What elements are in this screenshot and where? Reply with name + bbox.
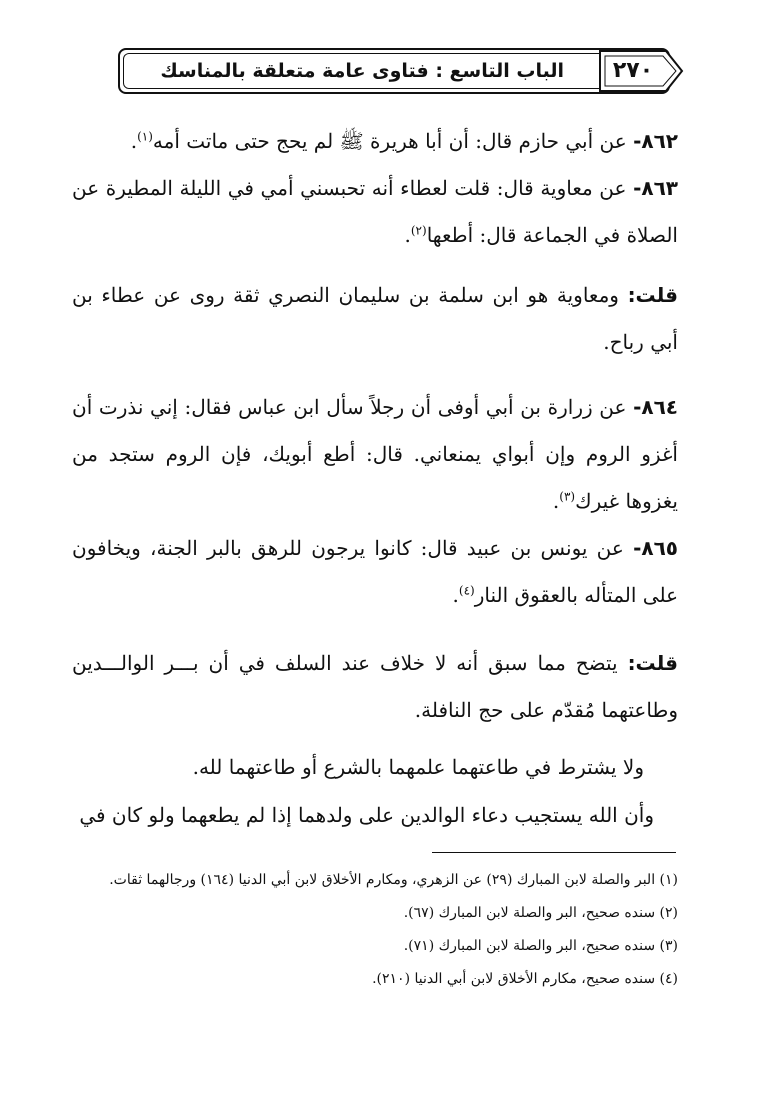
body-text-4 bbox=[72, 640, 678, 734]
footnote-ref: (٤) bbox=[458, 583, 475, 598]
page-number: ٢٧٠ bbox=[612, 58, 654, 83]
period: . bbox=[552, 489, 560, 513]
comment-paragraph bbox=[72, 272, 678, 366]
hadith-number: ٨٦٥- bbox=[633, 536, 679, 560]
footnote-divider bbox=[432, 852, 676, 853]
body-text bbox=[72, 118, 678, 259]
period: . bbox=[452, 583, 459, 607]
continuation-paragraph: وأن الله يستجيب دعاء الوالدين على ولدهما إذا لم يطعهما ولو كان في bbox=[79, 803, 654, 827]
footnote-2: (٢) سنده صحيح، البر والصلة لابن المبارك (٦٧). bbox=[403, 905, 678, 921]
hadith-865 bbox=[72, 525, 678, 619]
body-text-5 bbox=[72, 744, 678, 791]
comment-lead: قلت: bbox=[627, 651, 678, 675]
comment-text: ومعاوية هو ابن سلمة بن سليمان النصري ثقة روى عن عطاء بن أبي رباح. bbox=[72, 283, 678, 354]
body-text-2 bbox=[72, 272, 678, 366]
conclusion-paragraph bbox=[72, 640, 678, 734]
chapter-title: الباب التاسع : فتاوى عامة متعلقة بالمناسك bbox=[160, 60, 564, 82]
note-paragraph: ولا يشترط في طاعتهما علمهما بالشرع أو طاعتهما لله. bbox=[192, 755, 644, 779]
footnote-ref: (٢) bbox=[410, 223, 427, 238]
hadith-text: عن معاوية قال: قلت لعطاء أنه تحبسني أمي في الليلة المطيرة عن الصلاة في الجماعة قال: أطعها bbox=[72, 176, 678, 247]
hadith-862 bbox=[72, 118, 678, 165]
hadith-863 bbox=[72, 165, 678, 259]
hadith-number: ٨٦٢- bbox=[633, 129, 678, 153]
footnote-4: (٤) سنده صحيح، مكارم الأخلاق لابن أبي الدنيا (٢١٠). bbox=[372, 971, 678, 987]
running-header bbox=[118, 48, 670, 94]
comment-text: يتضح مما سبق أنه لا خلاف عند السلف في أن بـــر الوالـــدين وطاعتهما مُقدّم على حج النافلة. bbox=[72, 651, 678, 722]
footnote-ref: (٣) bbox=[559, 489, 576, 504]
footnotes bbox=[72, 864, 678, 996]
page-number-box bbox=[594, 48, 686, 94]
hadith-number: ٨٦٤- bbox=[633, 395, 678, 419]
comment-lead: قلت: bbox=[627, 283, 678, 307]
hadith-text: عن زرارة بن أبي أوفى أن رجلاً سأل ابن عباس فقال: إني نذرت أن أغزو الروم وإن أبواي يمنعاني. قال: أطع أبويك، فإن الروم ستجد من يغزوها غيرك bbox=[72, 395, 678, 513]
period: . bbox=[130, 129, 138, 153]
hadith-text: عن أبي حازم قال: أن أبا هريرة ﷺ لم يحج حتى ماتت أمه bbox=[152, 129, 627, 153]
hadith-number: ٨٦٣- bbox=[633, 176, 678, 200]
footnote-1: (١) البر والصلة لابن المبارك (٢٩) عن الزهري، ومكارم الأخلاق لابن أبي الدنيا (١٦٤) ورجالهما ثقات. bbox=[109, 872, 678, 888]
footnote-3: (٣) سنده صحيح، البر والصلة لابن المبارك (٧١). bbox=[403, 938, 678, 954]
hadith-864 bbox=[72, 384, 678, 525]
footnote-ref: (١) bbox=[137, 129, 153, 144]
body-text-6 bbox=[72, 792, 678, 839]
period: . bbox=[404, 223, 411, 247]
hadith-text: عن يونس بن عبيد قال: كانوا يرجون للرهق بالبر الجنة، ويخافون على المتأله بالعقوق النار bbox=[72, 536, 678, 607]
body-text-3 bbox=[72, 384, 678, 619]
